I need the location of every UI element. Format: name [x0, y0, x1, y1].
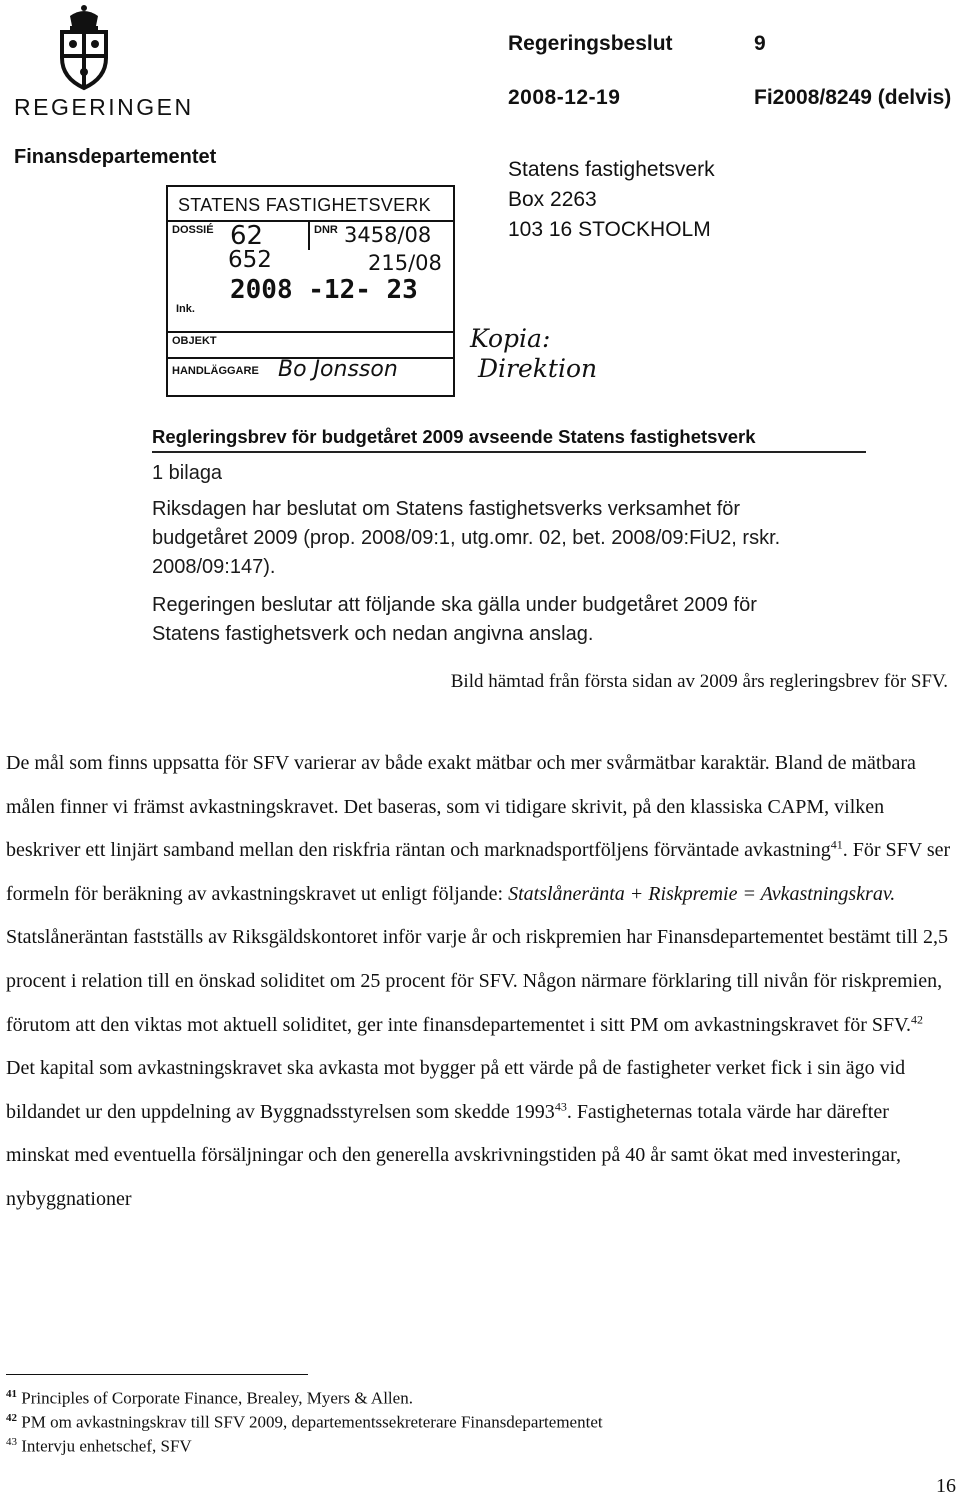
handwritten-copy-note: [470, 324, 597, 384]
letter-para1-line2: budgetåret 2009 (prop. 2008/09:1, utg.omr. 02, bet. 2008/09:FiU2, rskr.: [152, 527, 781, 549]
body-text-4: Det kapital som avkastningskravet ska avkasta mot bygger på ett värde på de fastigheter verket fick i sin ägo vid bildandet ur den uppdelning av Byggnadsstyrelsen som skedde 1993: [6, 1057, 906, 1123]
registration-stamp: [166, 185, 455, 397]
recipient-name: Statens fastighetsverk: [508, 158, 715, 181]
footnote-text: PM om avkastningskrav till SFV 2009, departementssekreterare Finansdepartementet: [21, 1412, 603, 1432]
footnote-number: 41: [6, 1388, 17, 1400]
stamp-handlaggare-value: Bo Jonsson: [278, 357, 398, 382]
letter-para1-line1: Riksdagen har beslutat om Statens fastighetsverks verksamhet för: [152, 498, 741, 520]
stamp-dossie-label: DOSSIÉ: [172, 224, 214, 236]
recipient-box: Box 2263: [508, 188, 597, 211]
body-paragraph: [6, 742, 954, 1222]
image-caption: Bild hämtad från första sidan av 2009 års regleringsbrev för SFV.: [450, 671, 948, 692]
footnote-text: Principles of Corporate Finance, Brealey, Myers & Allen.: [21, 1388, 413, 1408]
stamp-title: STATENS FASTIGHETSVERK: [178, 195, 431, 215]
letter-para2-line2: Statens fastighetsverk och nedan angivna anslag.: [152, 623, 594, 645]
body-text-2: . För SFV ser formeln för beräkning av avkastningskravet ut enligt följande:: [6, 839, 951, 905]
letter-para2-line1: Regeringen beslutar att följande ska gälla under budgetåret 2009 för: [152, 594, 757, 616]
stamp-extra-left: 652: [228, 247, 272, 273]
footnote-ref-43: 43: [554, 1099, 567, 1114]
footnote-number: 43: [6, 1436, 17, 1448]
footnote-43: [6, 1436, 192, 1457]
formula-text: Statslåneränta + Riskpremie = Avkastningskrav.: [508, 882, 896, 905]
subject-underline: [152, 451, 866, 453]
decision-number: 9: [754, 32, 766, 55]
logo-wordmark: REGERINGEN: [14, 94, 194, 120]
department-name: Finansdepartementet: [14, 146, 217, 168]
letter-attachment: 1 bilaga: [152, 462, 223, 484]
footnote-41: [6, 1388, 413, 1409]
decision-date: 2008-12-19: [508, 86, 621, 109]
footnote-separator: [6, 1374, 308, 1375]
stamp-dnr-label: DNR: [314, 224, 338, 236]
footnote-42: [6, 1412, 603, 1433]
page-number: 16: [936, 1475, 956, 1497]
footnote-number: 42: [6, 1412, 17, 1424]
stamp-extra-right: 215/08: [368, 251, 442, 275]
recipient-city: 103 16 STOCKHOLM: [508, 218, 711, 241]
stamp-handlaggare-label: HANDLÄGGARE: [172, 365, 259, 377]
footnote-ref-41: 41: [830, 837, 843, 852]
decision-label: Regeringsbeslut: [508, 32, 673, 55]
stamp-objekt-label: OBJEKT: [172, 335, 217, 347]
handwritten-note-line-1: Kopia:: [470, 324, 551, 353]
stamp-dnr-value: 3458/08: [344, 223, 432, 247]
stamp-date: 2008 -12- 23: [230, 275, 418, 305]
body-text-3: Statslåneräntan fastställs av Riksgäldskontoret inför varje år och riskpremien har Finansdepartementet bestämt till 2,5 procent i relation till en önskad soliditet om 25 procent för SFV. Någon närmare förklaring till nivån för riskpremien, förutom att den viktas mot aktuell soliditet, ger inte finansdepartementet i sitt PM om avkastningskravet för SFV.: [6, 926, 948, 1036]
handwritten-note-line-2: Direktion: [478, 354, 598, 383]
letter-subject: Regleringsbrev för budgetåret 2009 avseende Statens fastighetsverk: [152, 426, 756, 447]
decision-reference: Fi2008/8249 (delvis): [754, 86, 952, 109]
body-text-1: De mål som finns uppsatta för SFV varierar av både exakt mätbar och mer svårmätbar karaktär. Bland de mätbara målen finner vi främst avkastningskravet. Det baseras, som vi tidigare skrivit, på den klassiska CAPM, vilken beskriver ett linjärt samband mellan den riskfria räntan och marknadsportföljens förväntade avkastning: [6, 752, 916, 862]
scanned-letter-image: [0, 0, 960, 660]
stamp-ink-label: Ink.: [176, 303, 195, 315]
body-text-5: . Fastigheternas totala värde har därefter minskat med eventuella försäljningar och den generella avskrivningstiden på 40 år samt ökat med investeringar, nybyggnationer: [6, 1100, 902, 1210]
footnote-ref-42: 42: [911, 1011, 924, 1026]
letter-para1-line3: 2008/09:147).: [152, 556, 276, 578]
stamp-dossie-value: 62: [230, 221, 264, 251]
footnote-text: Intervju enhetschef, SFV: [21, 1436, 192, 1456]
